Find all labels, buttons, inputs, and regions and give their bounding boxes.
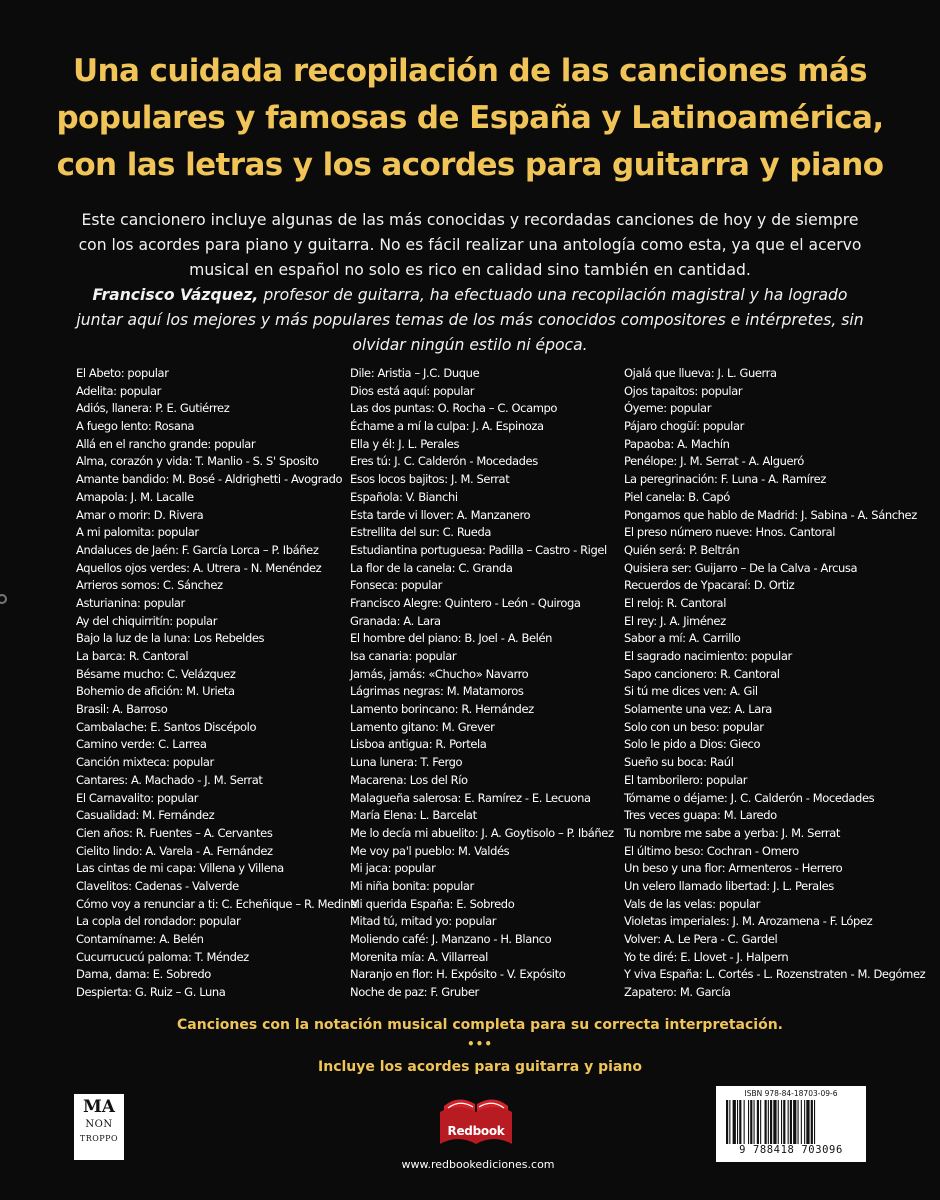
song-entry: Échame a mí la culpa: J. A. Espinoza xyxy=(350,419,544,434)
song-entry: El Abeto: popular xyxy=(76,366,169,380)
barcode-bar xyxy=(765,1100,767,1144)
headline-line-1: Una cuidada recopilación de las canciones más xyxy=(72,53,868,89)
barcode-bar xyxy=(783,1100,785,1144)
song-entry: Me lo decía mi abuelito: J. A. Goytisolo – P. Ibáñez xyxy=(350,825,614,840)
song-entry: Sapo cancionero: R. Cantoral xyxy=(624,666,780,681)
song-entry: Naranjo en flor: H. Expósito - V. Expósito xyxy=(350,967,566,982)
song-entry: Bajo la luz de la luna: Los Rebeldes xyxy=(76,631,265,646)
song-entry: Yo te diré: E. Llovet - J. Halpern xyxy=(624,949,789,964)
song-entry: El preso número nueve: Hnos. Cantoral xyxy=(624,525,836,540)
song-entry: Lamento gitano: M. Grever xyxy=(350,719,495,734)
song-entry: Ella y él: J. L. Perales xyxy=(350,436,460,451)
song-entry: Quién será: P. Beltrán xyxy=(624,542,740,557)
song-entry: A mi palomita: popular xyxy=(76,525,199,540)
author-name: Francisco Vázquez, xyxy=(92,286,259,304)
song-entry: Sabor a mí: A. Carrillo xyxy=(624,631,741,646)
song-entry: Bohemio de afición: M. Urieta xyxy=(76,684,235,699)
song-entry: Isa canaria: popular xyxy=(350,649,457,663)
song-entry: Luna lunera: T. Fergo xyxy=(350,755,463,770)
song-entry: Macarena: Los del Río xyxy=(350,772,468,787)
song-entry: María Elena: L. Barcelat xyxy=(350,808,477,823)
song-entry: Asturianina: popular xyxy=(76,595,185,610)
author-description: profesor de guitarra, ha efectuado una recopilación magistral y ha logrado juntar aquí los mejores y más populares temas de los más conocidos compositores e intérpretes, sin olvidar ningún estilo ni época. xyxy=(76,286,864,354)
song-entry: Papaoba: A. Machín xyxy=(624,436,730,451)
song-entry: Me voy pa'l pueblo: M. Valdés xyxy=(350,843,510,858)
song-entry: Brasil: A. Barroso xyxy=(76,702,168,717)
barcode-bar xyxy=(750,1100,752,1144)
song-entry: Dios está aquí: popular xyxy=(350,383,475,398)
edge-hole-icon xyxy=(0,594,7,604)
song-entry: El último beso: Cochran - Omero xyxy=(624,843,799,858)
barcode-bar xyxy=(726,1100,728,1144)
song-entry: Lisboa antigua: R. Portela xyxy=(350,737,487,752)
song-entry: Moliendo café: J. Manzano - H. Blanco xyxy=(350,932,552,946)
barcode-bar xyxy=(733,1100,736,1144)
barcode-bar xyxy=(754,1100,755,1144)
barcode-bar xyxy=(804,1100,805,1144)
song-entry: Amar o morir: D. Rivera xyxy=(76,507,204,522)
barcode-bar xyxy=(729,1100,730,1144)
song-entry: Mi querida España: E. Sobredo xyxy=(350,896,515,911)
song-entry: Si tú me dices ven: A. Gil xyxy=(624,684,758,699)
intro-paragraph-2 xyxy=(70,283,870,358)
song-entry: Ojos tapaitos: popular xyxy=(624,383,743,398)
intro-text xyxy=(70,208,870,358)
song-entry: Tu nombre me sabe a yerba: J. M. Serrat xyxy=(624,825,840,840)
barcode-bar xyxy=(744,1100,745,1144)
barcode-bar xyxy=(748,1100,749,1144)
song-entry: Pongamos que hablo de Madrid: J. Sabina - A. Sánchez xyxy=(624,507,917,522)
song-entry: Estudiantina portuguesa: Padilla – Castro - Rigel xyxy=(350,542,607,557)
song-entry: Adelita: popular xyxy=(76,383,162,398)
song-entry: Bésame mucho: C. Velázquez xyxy=(76,666,236,681)
song-entry: Piel canela: B. Capó xyxy=(624,489,730,504)
song-entry: Granada: A. Lara xyxy=(350,613,441,628)
song-entry: Cantares: A. Machado - J. M. Serrat xyxy=(76,772,263,787)
song-entry: Andaluces de Jaén: F. García Lorca – P. Ibáñez xyxy=(76,542,319,557)
song-entry: Ay del chiquirritín: popular xyxy=(76,613,218,628)
song-entry: Cien años: R. Fuentes – A. Cervantes xyxy=(76,825,273,840)
song-entry: Cómo voy a renunciar a ti: C. Echeñique – R. Medina xyxy=(76,896,358,911)
song-entry: Clavelitos: Cadenas - Valverde xyxy=(76,878,239,893)
headline-line-3: con las letras y los acordes para guitarra y piano xyxy=(56,147,884,183)
song-entry: Solamente una vez: A. Lara xyxy=(624,702,772,717)
song-entry: Arrieros somos: C. Sánchez xyxy=(76,578,223,593)
ma-non-troppo-logo xyxy=(74,1094,124,1160)
barcode-bar xyxy=(814,1100,815,1144)
song-entry: Mi jaca: popular xyxy=(350,861,436,876)
song-entry: A fuego lento: Rosana xyxy=(76,419,195,434)
song-entry: Las dos puntas: O. Rocha – C. Ocampo xyxy=(350,401,558,416)
headline-line-2: populares y famosas de España y Latinoamérica, xyxy=(56,100,884,136)
song-entry: Sueño su boca: Raúl xyxy=(624,755,734,770)
intro-paragraph-1: Este cancionero incluye algunas de las más conocidas y recordadas canciones de hoy y de siempre con los acordes para piano y guitarra. No es fácil realizar una antología como esta, ya que el acervo musical en español no solo es rico en calidad sino también en cantidad. xyxy=(78,211,862,279)
song-entry: Quisiera ser: Guijarro – De la Calva - Arcusa xyxy=(624,560,858,575)
song-entry: Francisco Alegre: Quintero - León - Quiroga xyxy=(350,595,581,610)
song-entry: La peregrinación: F. Luna - A. Ramírez xyxy=(624,472,826,487)
song-entry: Casualidad: M. Fernández xyxy=(76,808,215,823)
song-entry: Esos locos bajitos: J. M. Serrat xyxy=(350,472,510,487)
song-entry: Solo le pido a Dios: Gieco xyxy=(624,737,761,752)
song-entry: Ojalá que llueva: J. L. Guerra xyxy=(624,366,777,380)
song-entry: Recuerdos de Ypacaraí: D. Ortiz xyxy=(624,578,795,593)
barcode-bar xyxy=(811,1100,813,1144)
ean-number: 9 788418 703096 xyxy=(739,1144,843,1156)
song-entry: Adiós, llanera: P. E. Gutiérrez xyxy=(76,401,230,416)
song-entry: Contamíname: A. Belén xyxy=(76,932,204,946)
song-entry: Un beso y una flor: Armenteros - Herrero xyxy=(624,861,843,876)
song-entry: Violetas imperiales: J. M. Arozamena - F. López xyxy=(624,914,873,929)
song-entry: Lágrimas negras: M. Matamoros xyxy=(350,684,524,699)
headline xyxy=(40,48,900,189)
barcode-bar xyxy=(770,1100,772,1144)
song-entry: Mitad tú, mitad yo: popular xyxy=(350,914,497,929)
song-entry: Amapola: J. M. Lacalle xyxy=(76,489,194,504)
song-entry: Aquellos ojos verdes: A. Utrera - N. Menéndez xyxy=(76,560,322,575)
song-entry: Zapatero: M. García xyxy=(624,985,731,1000)
footer-dots-separator: ••• xyxy=(466,1037,493,1051)
song-entry: Estrellita del sur: C. Rueda xyxy=(350,525,492,540)
song-entry: Cambalache: E. Santos Discépolo xyxy=(76,719,257,734)
song-entry: La flor de la canela: C. Granda xyxy=(350,560,513,575)
barcode-bar xyxy=(757,1100,759,1144)
song-entry: Fonseca: popular xyxy=(350,578,442,593)
song-list-column-1 xyxy=(76,365,358,1002)
barcode-bar xyxy=(768,1100,769,1144)
song-entry: Las cintas de mi capa: Villena y Villena xyxy=(76,861,284,876)
song-entry: La barca: R. Cantoral xyxy=(76,649,189,663)
song-entry: El reloj: R. Cantoral xyxy=(624,595,726,610)
song-entry: Morenita mía: A. Villarreal xyxy=(350,949,488,964)
redbook-logo-label: Redbook xyxy=(447,1124,505,1138)
barcode-bar xyxy=(798,1100,799,1144)
song-entry: Esta tarde vi llover: A. Manzanero xyxy=(350,507,531,522)
barcode-bar xyxy=(793,1100,796,1144)
song-entry: Malagueña salerosa: E. Ramírez - E. Lecuona xyxy=(350,790,591,805)
barcode-bar xyxy=(778,1100,779,1144)
song-entry: Allá en el rancho grande: popular xyxy=(76,436,256,451)
barcode-bar xyxy=(801,1100,802,1144)
footer-notation-line: Canciones con la notación musical completa para su correcta interpretación. xyxy=(177,1017,783,1033)
logo-ma-text: MA xyxy=(82,1097,115,1117)
barcode-bar xyxy=(806,1100,809,1144)
song-entry: Tres veces guapa: M. Laredo xyxy=(624,808,777,823)
song-entry: Un velero llamado libertad: J. L. Perales xyxy=(624,878,834,893)
song-entry: Lamento borincano: R. Hernández xyxy=(350,702,534,717)
song-entry: Eres tú: J. C. Calderón - Mocedades xyxy=(350,454,538,469)
song-entry: El tamborilero: popular xyxy=(624,772,748,787)
song-entry: Y viva España: L. Cortés - L. Rozenstraten - M. Degómez xyxy=(624,967,926,982)
song-entry: El hombre del piano: B. Joel - A. Belén xyxy=(350,631,553,646)
barcode-bar xyxy=(737,1100,738,1144)
barcode-bar xyxy=(760,1100,761,1144)
barcode-bars-icon xyxy=(726,1100,856,1144)
song-entry: Dile: Aristia – J.C. Duque xyxy=(350,366,480,380)
song-entry: Pájaro chogüí: popular xyxy=(624,419,744,434)
song-entry: Noche de paz: F. Gruber xyxy=(350,985,479,1000)
footer-chords-line: Incluye los acordes para guitarra y piano xyxy=(318,1059,642,1075)
song-entry: Dama, dama: E. Sobredo xyxy=(76,967,211,982)
song-entry: Jamás, jamás: «Chucho» Navarro xyxy=(350,666,529,681)
publisher-website: www.redbookediciones.com xyxy=(401,1158,555,1171)
song-entry: Cucurrucucú paloma: T. Méndez xyxy=(76,949,249,964)
song-entry: El rey: J. A. Jiménez xyxy=(624,613,726,628)
song-entry: Despierta: G. Ruiz – G. Luna xyxy=(76,985,226,1000)
song-entry: Penélope: J. M. Serrat - A. Algueró xyxy=(624,454,804,469)
barcode-bar xyxy=(781,1100,782,1144)
song-list-column-2 xyxy=(350,365,612,1002)
song-entry: Amante bandido: M. Bosé - Aldrighetti - Avogrado xyxy=(76,472,343,487)
logo-troppo-text: TROPPO xyxy=(79,1134,119,1143)
song-entry: Alma, corazón y vida: T. Manlio - S. S' Sposito xyxy=(76,454,319,469)
barcode-bar xyxy=(739,1100,741,1144)
song-entry: Canción mixteca: popular xyxy=(76,755,214,770)
barcode-bar xyxy=(788,1100,789,1144)
song-entry: Tómame o déjame: J. C. Calderón - Mocedades xyxy=(624,790,875,805)
song-entry: El sagrado nacimiento: popular xyxy=(624,649,792,663)
song-entry: Españolа: V. Bianchi xyxy=(350,489,458,504)
barcode-bar xyxy=(773,1100,776,1144)
redbook-book-icon xyxy=(438,1088,514,1148)
song-entry: Vals de las velas: popular xyxy=(624,896,760,911)
song-entry: Camino verde: C. Larrea xyxy=(76,737,207,752)
song-entry: Volver: A. Le Pera - C. Gardel xyxy=(624,932,778,946)
song-entry: Mi niña bonita: popular xyxy=(350,878,474,893)
isbn-number: ISBN 978-84-18703-09-6 xyxy=(744,1089,838,1098)
song-entry: Cielito lindo: A. Varela - A. Fernández xyxy=(76,843,273,858)
song-entry: Solo con un beso: popular xyxy=(624,719,764,734)
song-list-column-3 xyxy=(624,365,926,1002)
song-entry: La copla del rondador: popular xyxy=(76,914,241,929)
logo-non-text: NON xyxy=(85,1119,113,1130)
song-entry: Óyeme: popular xyxy=(624,401,712,416)
isbn-barcode xyxy=(716,1086,866,1162)
barcode-bar xyxy=(790,1100,792,1144)
song-entry: El Carnavalito: popular xyxy=(76,790,199,805)
